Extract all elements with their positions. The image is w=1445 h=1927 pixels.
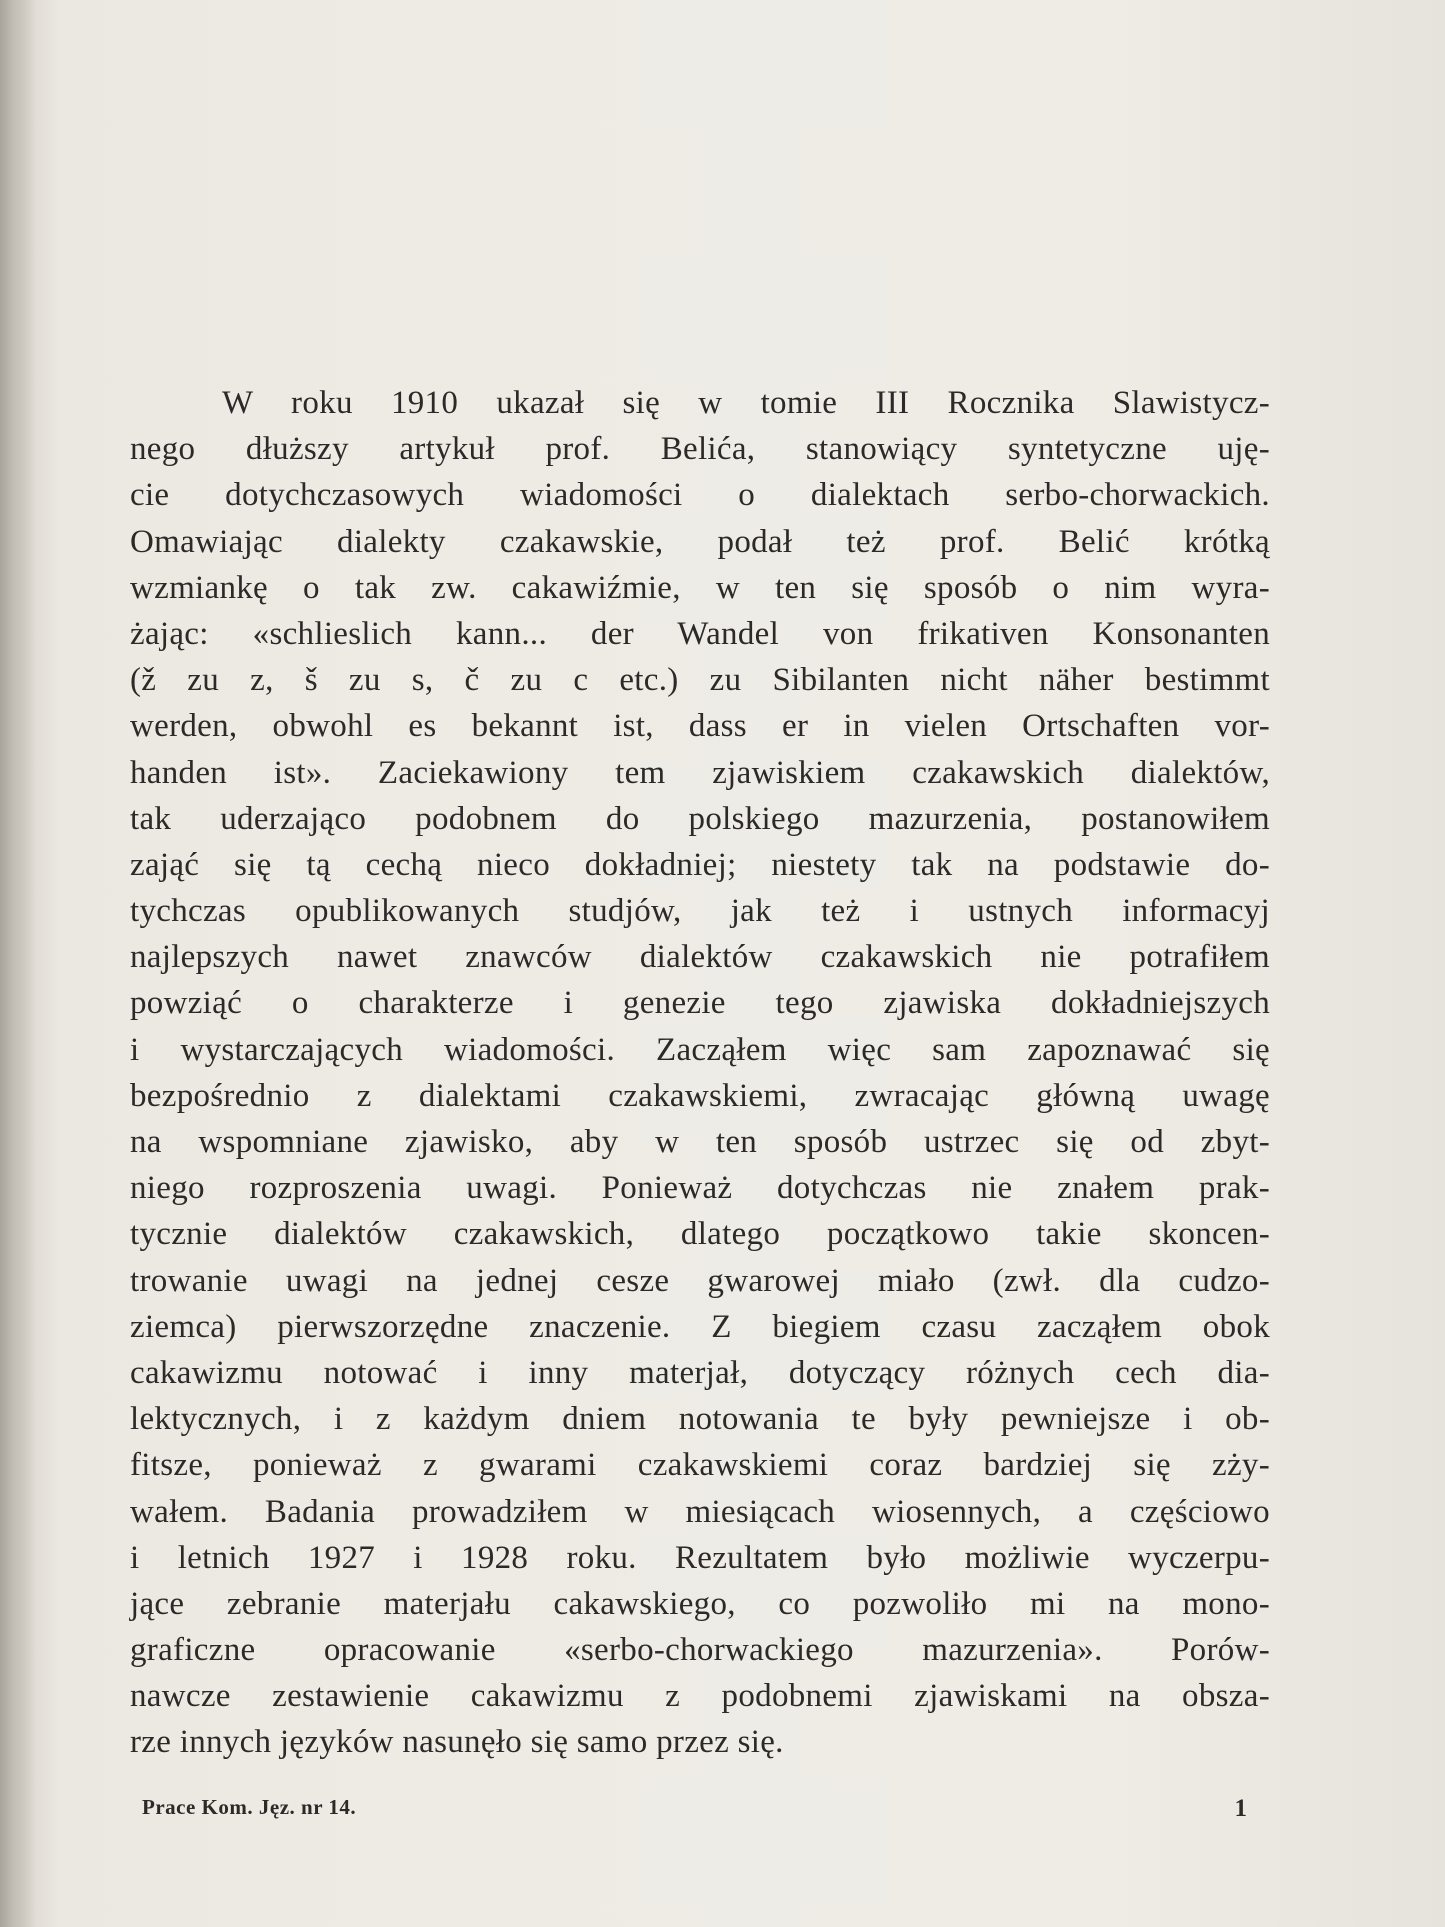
text-line: cakawizmu notować i inny materjał, dotyczący różnych cech dia-	[130, 1354, 1270, 1391]
text-line: rze innych języków nasunęło się samo przez się.	[130, 1724, 784, 1761]
text-line: lektycznych, i z każdym dniem notowania te były pewniejsze i ob-	[130, 1401, 1270, 1438]
text-line: tychczas opublikowanych studjów, jak też i ustnych informacyj	[130, 893, 1270, 930]
text-line: Omawiając dialekty czakawskie, podał też prof. Belić krótką	[130, 523, 1270, 560]
text-line: graficzne opracowanie «serbo-chorwackiego mazurzenia». Porów-	[130, 1632, 1270, 1669]
text-line: jące zebranie materjału cakawskiego, co pozwoliło mi na mono-	[130, 1585, 1270, 1622]
page-footer	[142, 1795, 1247, 1831]
text-line: handen ist». Zaciekawiony tem zjawiskiem czakawskich dialektów,	[130, 754, 1270, 791]
page-number: 1	[1234, 1795, 1247, 1822]
text-line: nego dłuższy artykuł prof. Belića, stanowiący syntetyczne uję-	[130, 431, 1270, 468]
text-line: bezpośrednio z dialektami czakawskiemi, zwracając główną uwagę	[130, 1077, 1270, 1114]
text-line: powziąć o charakterze i genezie tego zjawiska dokładniejszych	[130, 985, 1270, 1022]
text-line: zająć się tą cechą nieco dokładniej; niestety tak na podstawie do-	[130, 846, 1270, 883]
footer-signature: Prace Kom. Jęz. nr 14.	[142, 1795, 357, 1819]
text-line: tak uderzająco podobnem do polskiego mazurzenia, postanowiłem	[130, 800, 1270, 837]
text-line: i wystarczających wiadomości. Zacząłem więc sam zapoznawać się	[130, 1031, 1270, 1068]
text-line: najlepszych nawet znawców dialektów czakawskich nie potrafiłem	[130, 939, 1270, 976]
text-line: wałem. Badania prowadziłem w miesiącach wiosennych, a częściowo	[130, 1493, 1270, 1530]
text-line: (ž zu z, š zu s, č zu c etc.) zu Sibilanten nicht näher bestimmt	[130, 662, 1270, 699]
text-line: cie dotychczasowych wiadomości o dialektach serbo-chorwackich.	[130, 477, 1270, 514]
text-line: werden, obwohl es bekannt ist, dass er in vielen Ortschaften vor-	[130, 708, 1270, 745]
text-line: i letnich 1927 i 1928 roku. Rezultatem było możliwie wyczerpu-	[130, 1539, 1270, 1576]
text-line: ziemca) pierwszorzędne znaczenie. Z biegiem czasu zacząłem obok	[130, 1308, 1270, 1345]
text-line: W roku 1910 ukazał się w tomie III Rocznika Slawistycz-	[222, 385, 1270, 421]
binding-gutter-shadow	[0, 0, 36, 1927]
text-line: na wspomniane zjawisko, aby w ten sposób ustrzec się od zbyt-	[130, 1124, 1270, 1160]
text-line: trowanie uwagi na jednej cesze gwarowej miało (zwł. dla cudzo-	[130, 1262, 1270, 1299]
text-line: fitsze, ponieważ z gwarami czakawskiemi coraz bardziej się zży-	[130, 1447, 1270, 1484]
text-line: nawcze zestawienie cakawizmu z podobnemi zjawiskami na obsza-	[130, 1678, 1270, 1715]
text-line: niego rozproszenia uwagi. Ponieważ dotychczas nie znałem prak-	[130, 1170, 1270, 1207]
text-line: żając: «schlieslich kann... der Wandel von frikativen Konsonanten	[130, 615, 1270, 652]
body-paragraph	[130, 380, 1270, 1766]
text-line: tycznie dialektów czakawskich, dlatego początkowo takie skoncen-	[130, 1216, 1270, 1253]
text-line: wzmiankę o tak zw. cakawiźmie, w ten się sposób o nim wyra-	[130, 569, 1270, 606]
